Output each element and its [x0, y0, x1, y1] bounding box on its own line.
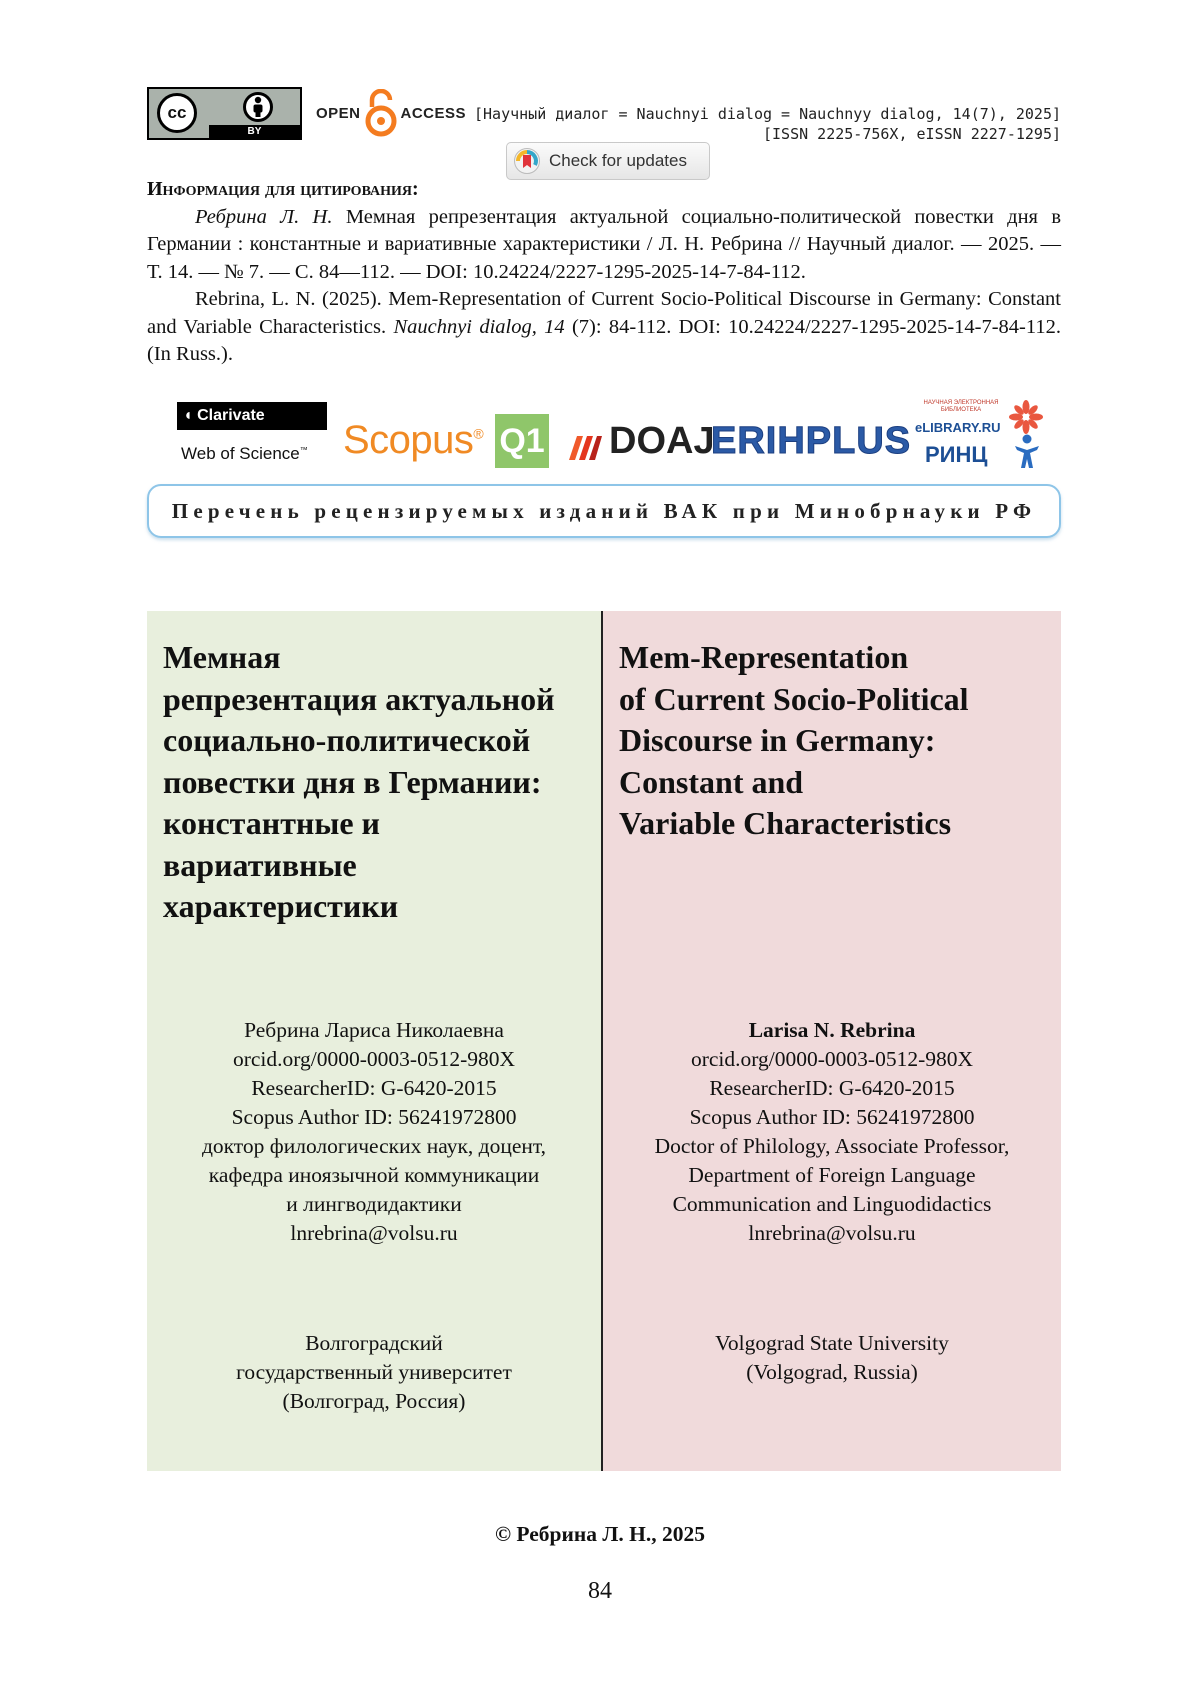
english-article-title — [619, 637, 969, 845]
web-of-science-logo: Web of Science™ — [181, 444, 308, 463]
elibrary-flower-icon — [1009, 400, 1043, 434]
russian-author-info — [147, 1016, 601, 1248]
text-line: lnrebrina@volsu.ru — [290, 1221, 458, 1245]
erihplus-logo: ERIHPLUS — [711, 420, 912, 462]
citation-english — [147, 286, 1061, 369]
citation-ru-author: Ребрина Л. Н. — [195, 205, 333, 228]
text-line: of Current Socio-Political — [619, 680, 969, 717]
text-line: Мемная — [163, 639, 281, 675]
citation-heading: Информация для цитирования: — [147, 178, 419, 200]
text-line: Scopus Author ID: 56241972800 — [689, 1105, 975, 1129]
wos-label: Web of Science — [181, 444, 300, 463]
text-line: социально-политической — [163, 722, 531, 758]
text-line: orcid.org/0000-0003-0512-980X — [232, 1047, 516, 1071]
english-title-block — [603, 611, 1061, 1471]
russian-affiliation — [147, 1329, 601, 1416]
elibrary-tagline: НАУЧНАЯ ЭЛЕКТРОННАЯ БИБЛИОТЕКА — [923, 400, 999, 413]
q1-quartile-badge: Q1 — [495, 414, 549, 468]
open-access-lock-icon — [364, 89, 398, 137]
text-line: Doctor of Philology, Associate Professor, — [654, 1134, 1010, 1158]
check-for-updates-button[interactable] — [506, 142, 710, 180]
text-line: (Волгоград, Россия) — [282, 1389, 466, 1413]
text-line: Mem-Representation — [619, 639, 909, 675]
english-affiliation — [603, 1329, 1061, 1387]
journal-reference — [474, 104, 1061, 144]
text-line: (Volgograd, Russia) — [746, 1360, 918, 1384]
text-line: ResearcherID: G-6420-2015 — [709, 1076, 955, 1100]
page-number: 84 — [588, 1578, 612, 1604]
english-author-name: Larisa N. Rebrina — [748, 1018, 916, 1042]
clarivate-label: Clarivate — [197, 407, 265, 424]
attribution-person-icon — [243, 92, 273, 122]
copyright-notice: © Ребрина Л. Н., 2025 — [494, 1522, 706, 1546]
text-line: кафедра иноязычной коммуникации — [208, 1163, 540, 1187]
elibrary-person-icon — [1013, 434, 1041, 470]
text-line: Department of Foreign Language — [688, 1163, 976, 1187]
text-line: и лингводидактики — [286, 1192, 462, 1216]
doaj-stripes-icon — [567, 432, 603, 462]
text-line: Discourse in Germany: — [619, 722, 936, 758]
check-for-updates-label: Check for updates — [549, 151, 687, 170]
text-line: репрезентация актуальной — [163, 680, 555, 717]
doaj-logo: DOAJ — [609, 420, 715, 462]
by-label: BY — [209, 125, 300, 138]
indexing-logos — [147, 398, 1061, 474]
text-line: Communication and Linguodidactics — [672, 1192, 992, 1216]
text-line: ResearcherID: G-6420-2015 — [251, 1076, 497, 1100]
text-line: Scopus Author ID: 56241972800 — [231, 1105, 517, 1129]
journal-reference-line: [Научный диалог = Nauchnyi dialog = Nauchnyy dialog, 14(7), 2025] — [474, 105, 1061, 123]
english-author-details — [603, 1045, 1061, 1248]
text-line: Constant and — [619, 763, 804, 800]
open-access-logo — [316, 86, 466, 140]
clarivate-logo: ◖ Clarivate — [177, 402, 327, 430]
text-line: lnrebrina@volsu.ru — [748, 1221, 916, 1245]
elibrary-logo: eLIBRARY.RU — [915, 420, 1001, 435]
open-access-word-open: OPEN — [316, 104, 361, 122]
text-line: константные и — [163, 805, 380, 841]
citation-ru-text: Мемная репрезентация актуальной социально-политической повестки дня в Германии : константные и вариативные характеристики / Л. Н. Ребрина // Научный диалог. — 2025. — Т. 14. — № 7. — С. 84—112. — DOI: 10.24224/2227-1295-2025-14-7-84-112. — [147, 205, 1061, 283]
text-line: характеристики — [163, 888, 399, 924]
citation-block — [147, 176, 1061, 369]
text-line: государственный университет — [236, 1360, 512, 1384]
text-line: Ребрина Лариса Николаевна — [244, 1018, 504, 1042]
russian-title-block — [147, 611, 603, 1471]
text-line: Волгоградский — [305, 1331, 443, 1355]
citation-en-journal: Nauchnyi dialog, 14 — [393, 315, 565, 338]
citation-russian — [147, 204, 1061, 287]
crossmark-icon — [513, 147, 541, 175]
citation-en-text: Rebrina, L. N. (2025). Mem-Representation of Current Socio-Political Discourse in Germany: Constant and Variable Characteristics. — [147, 288, 1061, 338]
creative-commons-icon — [157, 93, 197, 133]
text-line: доктор филологических наук, доцент, — [201, 1134, 547, 1158]
english-author-info — [603, 1016, 1061, 1248]
person-glyph-icon — [249, 96, 267, 118]
text-line: повестки дня в Германии: — [163, 763, 542, 800]
open-access-word-access: ACCESS — [400, 104, 467, 122]
text-line: вариативные — [163, 846, 357, 883]
issn-line: [ISSN 2225-756X, eISSN 2227-1295] — [762, 125, 1061, 143]
scopus-logo: Scopus® — [343, 418, 484, 462]
russian-article-title — [163, 637, 555, 928]
cc-label: cc — [167, 103, 187, 122]
rinc-logo: РИНЦ — [925, 442, 988, 467]
text-line: Variable Characteristics — [619, 805, 952, 841]
text-line: orcid.org/0000-0003-0512-980X — [690, 1047, 974, 1071]
text-line: Volgograd State University — [715, 1331, 949, 1355]
cc-by-license-badge — [147, 87, 302, 140]
citation-en-pages: (7): 84-112. DOI: 10.24224/2227-1295-2025-14-7-84-112. (In Russ.). — [147, 315, 1062, 365]
scopus-label: Scopus — [343, 418, 474, 462]
vak-banner: Перечень рецензируемых изданий ВАК при Минобрнауки РФ — [147, 484, 1061, 538]
